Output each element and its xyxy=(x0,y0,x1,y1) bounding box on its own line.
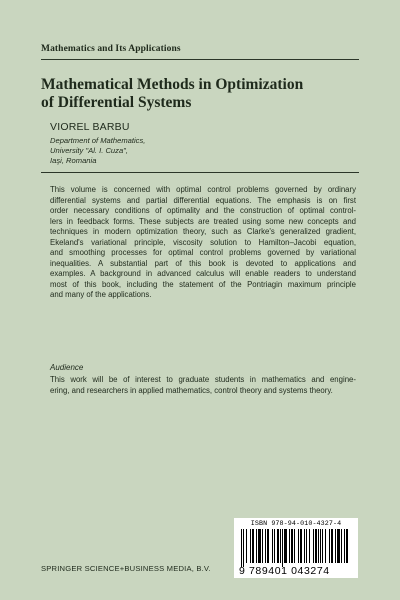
text-line: most of this book, including the statement of the Pontriagin maximum principle xyxy=(50,279,356,289)
barcode-bar xyxy=(282,529,283,567)
text-line: ering, and researchers in applied mathematics, control theory and systems theory. xyxy=(50,385,333,395)
barcode-bar xyxy=(335,529,336,563)
barcode-bar xyxy=(262,529,263,563)
text-line: and smoothing processes for optimal control problems governed by variational xyxy=(50,248,356,257)
barcode-bar xyxy=(272,529,273,563)
barcode-digits: 9 789401 043274 xyxy=(239,565,330,577)
barcode-bar xyxy=(256,529,257,563)
barcode-bar xyxy=(280,529,281,563)
isbn-barcode xyxy=(234,518,358,578)
barcode-bar xyxy=(346,529,348,563)
barcode-bar xyxy=(309,529,310,563)
top-divider xyxy=(41,59,359,60)
barcode-bar xyxy=(337,529,340,563)
text-line: lers in feedback forms. These subjects are treated using some new concepts and xyxy=(50,216,356,226)
text-line: and many of the applications. xyxy=(50,290,152,299)
affiliation-line: Department of Mathematics, xyxy=(50,136,146,145)
barcode-bar xyxy=(300,529,302,563)
audience-paragraph xyxy=(50,375,356,396)
barcode-bar xyxy=(344,529,345,563)
text-line: order necessary conditions of optimality and the construction of optimal control- xyxy=(50,206,356,215)
description-paragraph xyxy=(50,185,356,301)
barcode-bar xyxy=(289,529,290,563)
barcode-bar xyxy=(320,529,321,563)
text-line: differential systems and partial differential equations. The emphasis is on first xyxy=(50,195,356,205)
barcode-bar xyxy=(252,529,254,563)
text-line: examples. A background in advanced calculus will enable readers to understand xyxy=(50,269,356,278)
affiliation-line: University "Al. I. Cuza", xyxy=(50,146,128,155)
barcode-bar xyxy=(304,529,305,563)
barcode-bar xyxy=(291,529,293,563)
barcode-bar xyxy=(313,529,314,563)
barcode-bar xyxy=(315,529,317,563)
barcode-bar xyxy=(267,529,269,563)
text-line: inequalities. A substantial part of this book is devoted to applications and xyxy=(50,258,356,268)
barcode-bar xyxy=(274,529,275,563)
barcode-bar xyxy=(306,529,307,563)
barcode-bar xyxy=(329,529,330,563)
author-affiliation xyxy=(50,136,145,166)
book-title-line-2: of Differential Systems xyxy=(41,94,192,111)
barcode-bar xyxy=(318,529,319,563)
middle-divider xyxy=(41,172,359,173)
barcode-bar xyxy=(250,529,251,563)
author-name: VIOREL BARBU xyxy=(50,121,130,133)
text-line: This work will be of interest to graduate students in mathematics and engine- xyxy=(50,375,356,384)
barcode-bar xyxy=(298,529,299,563)
series-title: Mathematics and Its Applications xyxy=(41,44,181,54)
barcode-bar xyxy=(265,529,266,563)
text-line: This volume is concerned with optimal control problems governed by ordinary xyxy=(50,185,356,194)
barcode-bar xyxy=(284,529,287,563)
barcode-bar xyxy=(243,529,244,567)
barcode-bar xyxy=(341,529,342,563)
barcode-bar xyxy=(322,529,323,563)
barcode-bars xyxy=(239,529,353,567)
affiliation-line: Iaşi, Romania xyxy=(50,156,97,165)
barcode-bar xyxy=(331,529,333,563)
barcode-bar xyxy=(258,529,261,563)
barcode-bar xyxy=(246,529,247,563)
publisher-name: SPRINGER SCIENCE+BUSINESS MEDIA, B.V. xyxy=(41,564,211,573)
book-title xyxy=(41,76,359,112)
audience-heading: Audience xyxy=(50,363,84,372)
text-line: Ekeland's variational principle, viscosity solution to Hamilton–Jacobi equation, xyxy=(50,237,356,247)
text-line: techniques in modern optimization theory, such as Clarke's generalized gradient, xyxy=(50,227,356,236)
barcode-bar xyxy=(277,529,279,563)
barcode-bar xyxy=(294,529,295,563)
isbn-number: ISBN 978-94-010-4327-4 xyxy=(250,520,342,528)
barcode-bar xyxy=(325,529,326,563)
barcode-bar xyxy=(241,529,242,567)
book-title-line-1: Mathematical Methods in Optimization xyxy=(41,76,304,93)
